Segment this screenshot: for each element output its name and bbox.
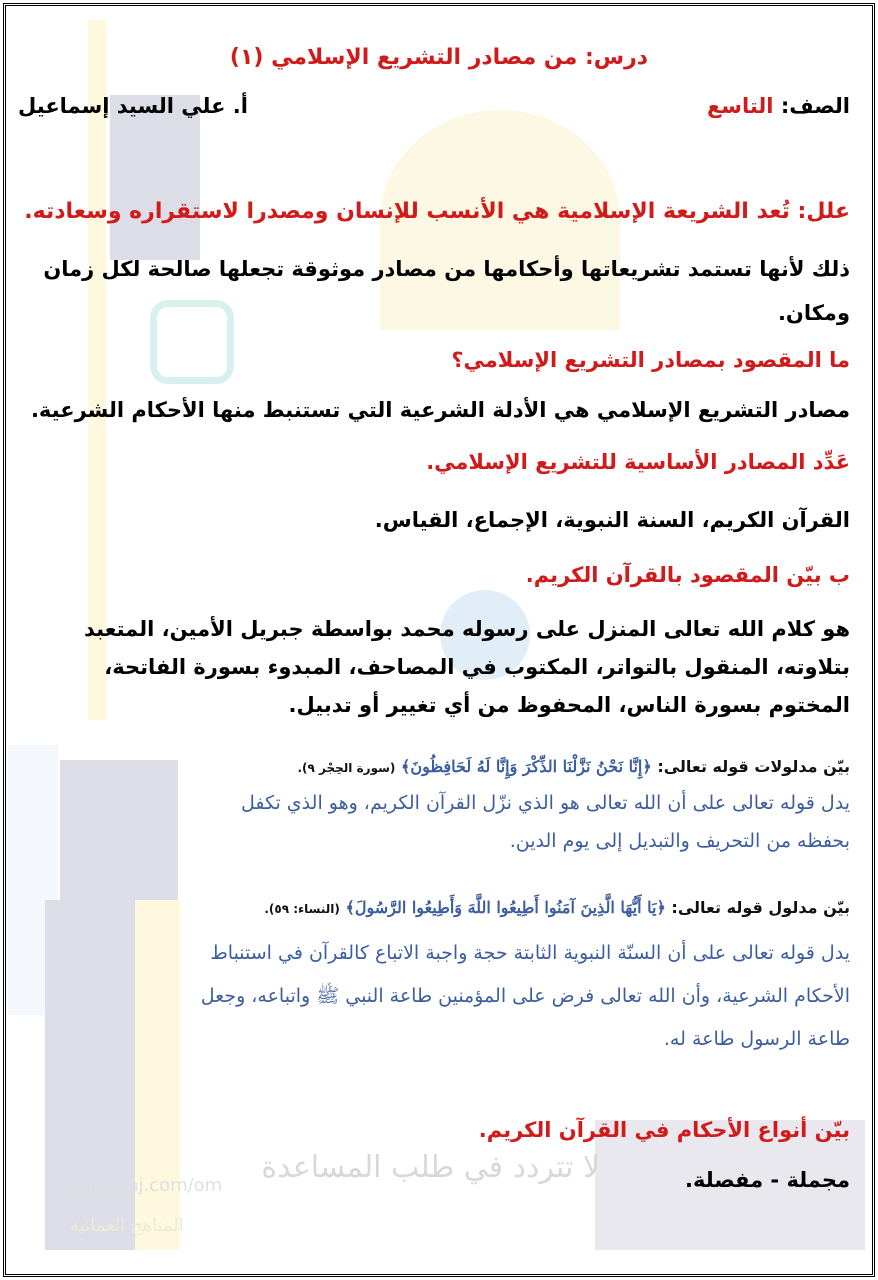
- grade-line: [18, 84, 850, 128]
- page-title: درس: من مصادر التشريع الإسلامي (١): [229, 45, 649, 70]
- question: عَدِّد المصادر الأساسية للتشريع الإسلامي.: [426, 450, 850, 474]
- textbook-prompt: [190, 893, 850, 924]
- watermark-brand: المناهج العمانية: [70, 1215, 184, 1236]
- verse: ﴿إِنَّا نَحْنُ نَزَّلْنَا الذِّكْرَ وَإِنَّا لَهُ لَحَافِظُونَ﴾: [400, 757, 652, 776]
- verse: ﴿يَا أَيُّهَا الَّذِينَ آمَنُوا أَطِيعُوا اللَّهَ وَأَطِيعُوا الرَّسُولَ﴾: [345, 898, 666, 917]
- teacher-name: أ. علي السيد إسماعيل: [18, 94, 248, 118]
- question: ما المقصود بمصادر التشريع الإسلامي؟: [451, 348, 850, 372]
- textbook-answer: يدل قوله تعالى على أن الله تعالى هو الذي نزّل القرآن الكريم، وهو الذي تكفل بحفظه من التحريف والتبديل إلى يوم الدين.: [240, 792, 850, 852]
- grade-label: الصف:: [780, 94, 850, 118]
- textbook-answer: يدل قوله تعالى على أن السنّة النبوية الثابتة حجة واجبة الاتباع كالقرآن في استنباط الأحكام الشرعية، وأن الله تعالى فرض على المؤمنين طاعة النبي ﷺ واتباعه، وجعل طاعة الرسول طاعة له.: [200, 942, 850, 1050]
- prompt-label: بيّن مدلول قوله تعالى:: [671, 898, 850, 917]
- grade-value: التاسع: [706, 94, 774, 118]
- answer: مجملة - مفصلة.: [685, 1168, 850, 1192]
- answer: ذلك لأنها تستمد تشريعاتها وأحكامها من مصادر موثوقة تجعلها صالحة لكل زمان ومكان.: [43, 257, 850, 325]
- question: علل: تُعد الشريعة الإسلامية هي الأنسب للإنسان ومصدرا لاستقراره وسعادته.: [24, 199, 850, 224]
- answer: القرآن الكريم، السنة النبوية، الإجماع، القياس.: [374, 508, 850, 532]
- watermark-block: [60, 760, 178, 900]
- textbook-prompt: [190, 752, 850, 783]
- watermark-site: almanahj.com/om: [60, 1175, 223, 1196]
- verse-ref: (النساء: ٥٩).: [264, 902, 340, 916]
- answer: هو كلام الله تعالى المنزل على رسوله محمد بواسطة جبريل الأمين، المتعبد بتلاوته، المنقول بالتواتر، المكتوب في المصاحف، المبدوء بسورة الفاتحة، المختوم بسورة الناس، المحفوظ من أي تغيير أو تدبيل.: [84, 617, 850, 717]
- watermark-slogan: لا تتردد في طلب المساعدة: [261, 1150, 600, 1185]
- question: بيّن أنواع الأحكام في القرآن الكريم.: [478, 1118, 850, 1142]
- question: ب بيّن المقصود بالقرآن الكريم.: [525, 563, 850, 587]
- prompt-label: بيّن مدلولات قوله تعالى:: [657, 757, 850, 776]
- answer: مصادر التشريع الإسلامي هي الأدلة الشرعية التي تستنبط منها الأحكام الشرعية.: [30, 398, 850, 422]
- verse-ref: (سورة الحِجْر ٩).: [297, 761, 396, 775]
